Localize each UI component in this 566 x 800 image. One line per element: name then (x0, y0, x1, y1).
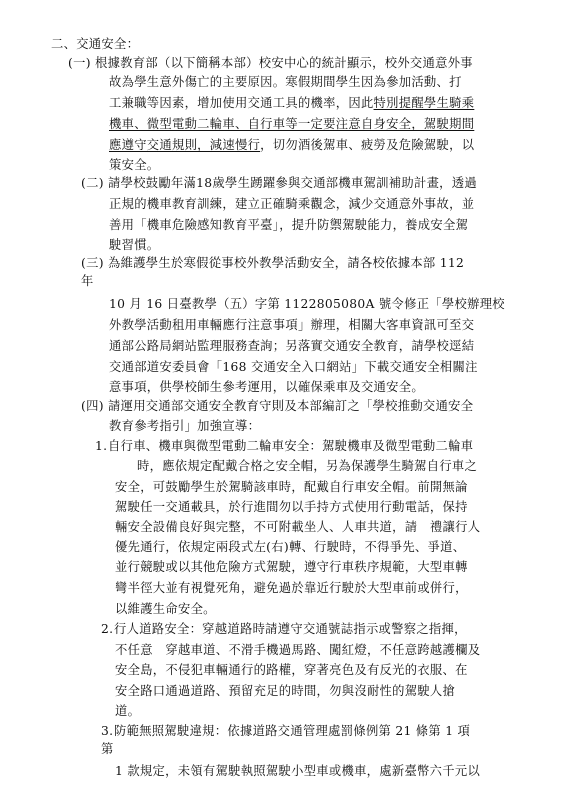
paragraph-4-line-2: 教育參考指引」加強宣導： (109, 419, 261, 433)
item-1-line-4: 駕駛任一交通載具，於行進間勿以手持方式使用行動電話，保持 (115, 500, 468, 514)
item-2-number: 2. (101, 622, 114, 636)
item-3-line-1: 防範無照駕駛違規：依據道路交通管理處罰條例第 21 條第 1 項 (114, 724, 471, 738)
paragraph-3-label: (三) (81, 256, 104, 270)
paragraph-3-line-5: 交通部道安委員會「168 交通安全入口網站」下載交通安全相關注 (109, 360, 478, 374)
paragraph-3-line-4: 通部公路局網站監理服務查詢；另落實交通安全教育，請學校逕結 (109, 339, 475, 353)
paragraph-1-line-5: 應遵守交通規則，減速慢行，切勿酒後駕車、疲勞及危險駕駛，以 (109, 138, 475, 152)
paragraph-3-line-1: 為維護學生於寒假從事校外教學活動安全，請各校依據本部 112 (108, 256, 465, 270)
paragraph-3-line-2: 10 月 16 日臺教學（五）字第 1122805080A 號令修正「學校辦理校 (109, 297, 505, 311)
item-1-line-7: 並行競駛或以其他危險方式駕駛，遵守行車秩序規範，大型車轉 (115, 560, 468, 574)
item-3-line-2: 1 款規定，未領有駕駛執照駕駛小型車或機車，處新臺幣六千元以 (115, 764, 481, 778)
item-1-line-9: 以維護生命安全。 (115, 602, 216, 616)
item-1-line-5: 輛安全設備良好與完整，不可附載坐人、人車共道，請 禮讓行人 (115, 520, 481, 534)
paragraph-1-line-1: 根據教育部（以下簡稱本部）校安中心的統計顯示，校外交通意外事 (95, 56, 473, 70)
item-2-line-4: 安全路口通過道路、預留充足的時間，勿與沒耐性的駕駛人搶 (115, 684, 456, 698)
paragraph-1-label: (一) (68, 56, 91, 70)
item-1-line-8: 彎半徑大並有視覺死角，避免過於靠近行駛於大型車前或併行， (115, 581, 468, 595)
section-title: 二、交通安全： (51, 37, 140, 51)
paragraph-2-label: (二) (81, 176, 104, 190)
paragraph-2-line-1: 請學校鼓勵年滿18歲學生踴躍參與交通部機車駕訓補助計畫，透過 (108, 176, 477, 190)
highlight-underline: 特別提醒學生騎乘 (373, 96, 475, 110)
item-1-number: 1. (95, 439, 108, 453)
paragraph-1-line-3: 工兼職等因素，增加使用交通工具的機率，因此特別提醒學生騎乘 (109, 96, 475, 110)
item-1-line-3: 安全，可鼓勵學生於駕騎該車時，配戴自行車安全帽。前開無論 (115, 480, 468, 494)
paragraph-3-line-1b: 年 (81, 274, 94, 288)
paragraph-4-line-1: 請運用交通部交通安全教育守則及本部編訂之「學校推動交通安全 (108, 399, 474, 413)
item-3-line-1b: 第 (101, 742, 114, 756)
item-2-line-2: 不任意 穿越車道、不滑手機過馬路、闖紅燈，不任意跨越護欄及 (115, 643, 481, 657)
item-2-line-5: 道。 (115, 704, 141, 718)
item-2-line-1: 行人道路安全：穿越道路時請遵守交通號誌指示或警察之指揮， (114, 622, 467, 636)
item-1-line-2: 時，應依規定配戴合格之安全帽，另為保護學生騎駕自行車之 (137, 459, 478, 473)
highlight-underline: 應遵守交通規則，減速慢行 (109, 138, 261, 152)
paragraph-4-label: (四) (81, 399, 104, 413)
paragraph-1-line-6: 策安全。 (109, 158, 160, 172)
item-1-line-1: 自行車、機車與微型電動二輪車安全：駕駛機車及微型電動二輪車 (108, 439, 474, 453)
item-1-line-6: 優先通行，依規定兩段式左(右)轉、行駛時，不得爭先、爭道、 (115, 540, 466, 554)
paragraph-2-line-2: 正規的機車教育訓練，建立正確騎乘觀念，減少交通意外事故，並 (109, 197, 475, 211)
paragraph-3-line-6: 意事項，供學校師生參考運用，以確保乘車及交通安全。 (109, 380, 424, 394)
paragraph-2-line-4: 駛習慣。 (109, 238, 160, 252)
item-2-line-3: 安全島，不侵犯車輛通行的路權，穿著亮色及有反光的衣服、在 (115, 663, 468, 677)
paragraph-1-line-4: 機車、微型電動二輪車、自行車等一定要注意自身安全，駕駛期間 (109, 117, 475, 131)
paragraph-1-line-2: 故為學生意外傷亡的主要原因。寒假期間學生因為參加活動、打 (109, 75, 462, 89)
paragraph-3-line-3: 外教學活動租用車輛應行注意事項」辦理，相關大客車資訊可至交 (109, 318, 475, 332)
paragraph-2-line-3: 善用「機車危險感知教育平臺」，提升防禦駕駛能力，養成安全駕 (109, 218, 469, 232)
item-3-number: 3. (101, 724, 114, 738)
